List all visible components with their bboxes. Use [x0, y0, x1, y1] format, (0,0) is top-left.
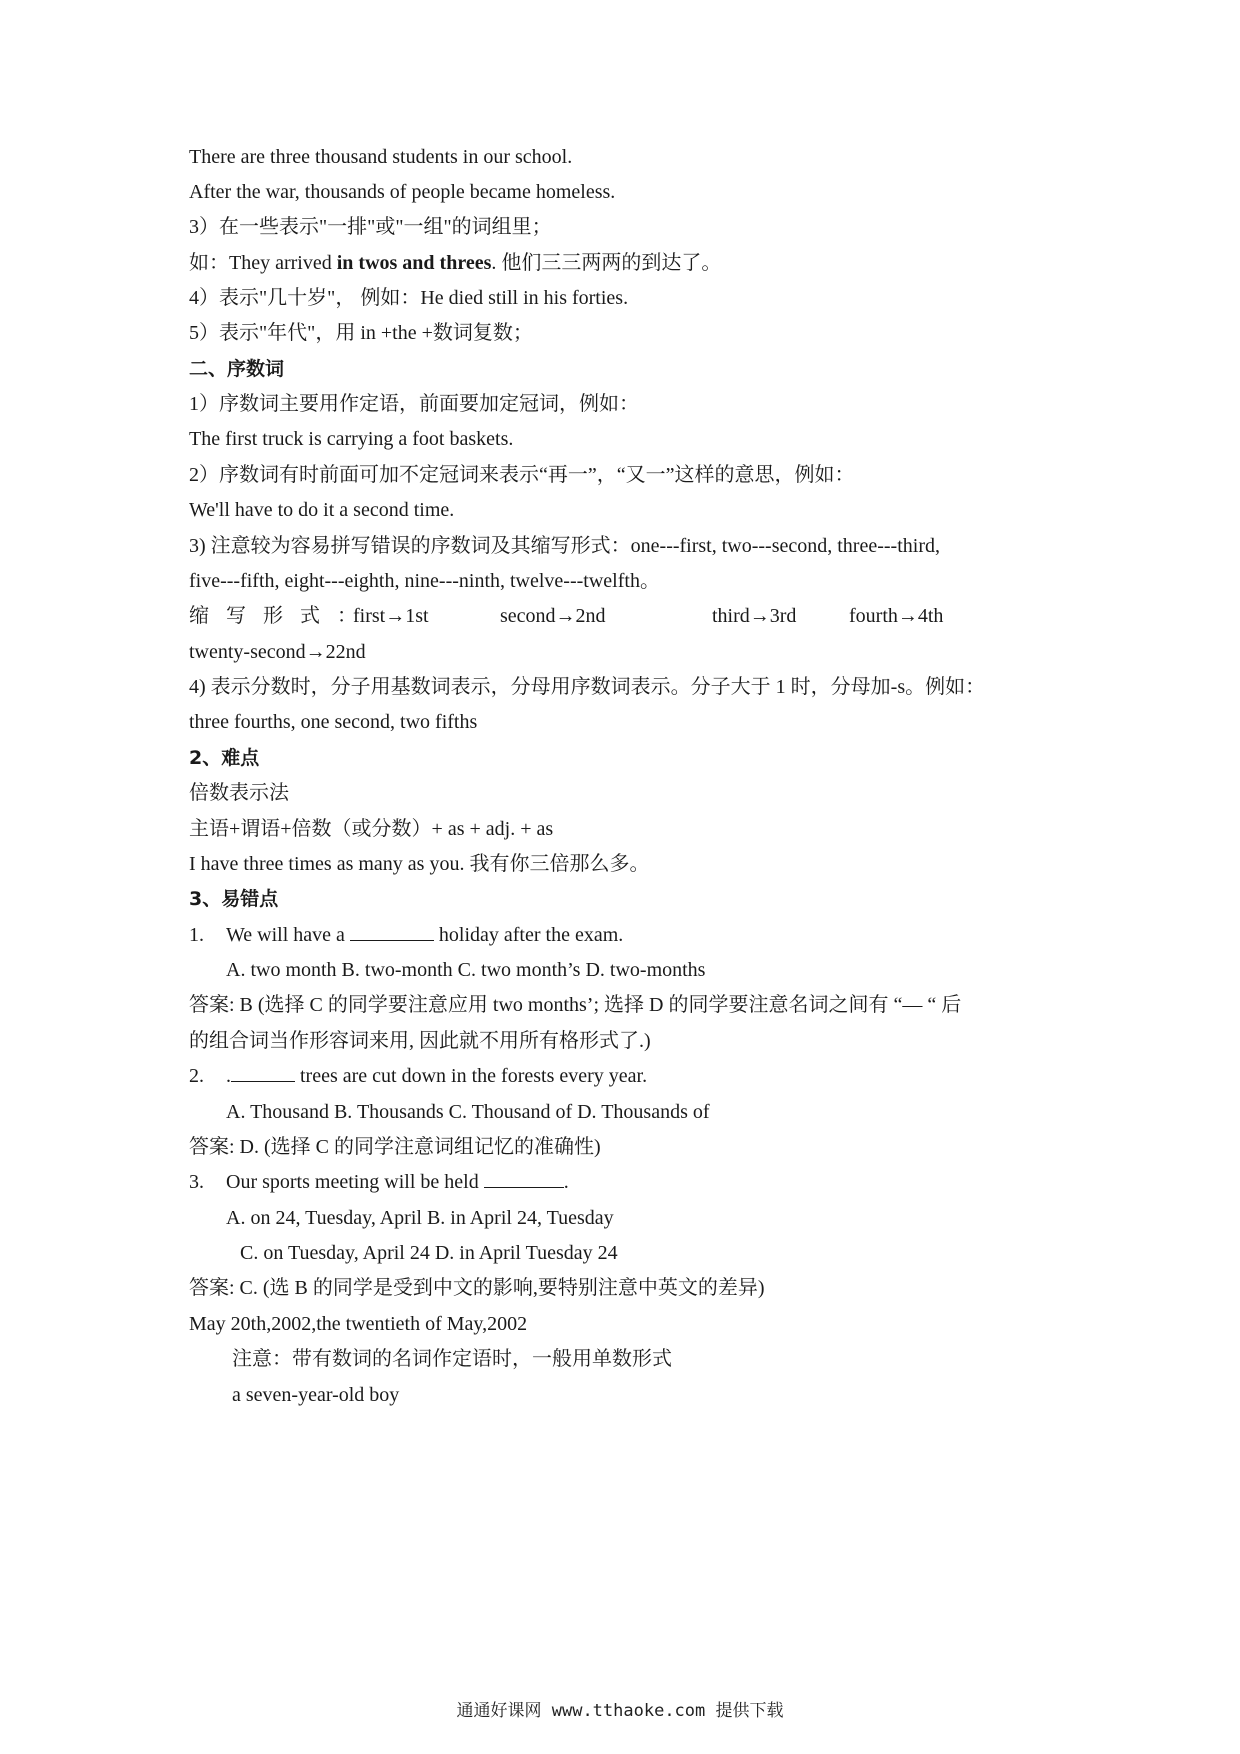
question-text: trees are cut down in the forests every year.: [295, 1065, 648, 1087]
text-line: May 20th,2002,the twentieth of May,2002: [189, 1313, 528, 1335]
question-options: A. two month B. two-month C. two month’s D. two-months: [226, 959, 706, 981]
question-text: We will have a: [226, 924, 350, 946]
text-line: 1）序数词主要用作定语，前面要加定冠词，例如：: [189, 393, 639, 415]
section-heading: 二、序数词: [189, 358, 285, 380]
text-line: 3）在一些表示"一排"或"一组"的词组里；: [189, 216, 552, 238]
question-text: Our sports meeting will be held: [226, 1171, 484, 1193]
abbreviation-row: [189, 603, 1059, 629]
text-line: 主语+谓语+倍数（或分数）+ as + adj. + as: [189, 818, 554, 840]
text-line: 5）表示"年代"，用 in +the +数词复数；: [189, 322, 533, 344]
question-text: holiday after the exam.: [433, 924, 624, 946]
answer-line: 答案: B (选择 C 的同学要注意应用 two months’; 选择 D 的同学要注意名词之间有 “— “ 后: [189, 994, 962, 1016]
question-number: 2.: [189, 1065, 204, 1087]
answer-blank: [484, 1169, 564, 1188]
question-options: A. on 24, Tuesday, April B. in April 24, Tuesday: [226, 1207, 614, 1229]
text-span: 如：They arrived: [189, 252, 337, 274]
question-1: [189, 922, 1059, 948]
section-heading: 2、难点: [189, 747, 260, 769]
abbr-item: second→2nd: [500, 605, 606, 627]
answer-blank: [231, 1063, 295, 1082]
text-line: I have three times as many as you. 我有你三倍那么多。: [189, 853, 650, 875]
question-options: A. Thousand B. Thousands C. Thousand of D. Thousands of: [226, 1101, 710, 1123]
question-text: .: [226, 1065, 231, 1087]
question-2: [189, 1063, 1059, 1089]
text-line: three fourths, one second, two fifths: [189, 711, 478, 733]
text-line: five---fifth, eight---eighth, nine---ninth, twelve---twelfth。: [189, 570, 660, 592]
note-line: 注意：带有数词的名词作定语时，一般用单数形式: [232, 1348, 672, 1370]
page-footer: 通通好课网 www.tthaoke.com 提供下载: [456, 1701, 784, 1721]
abbr-item: fourth→4th: [849, 605, 944, 627]
abbr-label: 缩 写 形 式 ：: [189, 605, 363, 627]
text-line: 4）表示"几十岁"， 例如：He died still in his forties.: [189, 287, 629, 309]
question-3: [189, 1169, 1059, 1195]
text-line: [189, 250, 1059, 276]
section-heading: 3、易错点: [189, 888, 279, 910]
text-line: There are three thousand students in our school.: [189, 146, 573, 168]
text-line: twenty-second→22nd: [189, 641, 366, 663]
question-options: C. on Tuesday, April 24 D. in April Tuesday 24: [240, 1242, 618, 1264]
bold-phrase: in twos and threes: [336, 252, 492, 274]
abbr-item: third→3rd: [712, 605, 797, 627]
question-number: 1.: [189, 924, 204, 946]
answer-line: 的组合词当作形容词来用, 因此就不用所有格形式了.): [189, 1030, 651, 1052]
text-line: After the war, thousands of people became homeless.: [189, 181, 616, 203]
text-line: The first truck is carrying a foot baskets.: [189, 428, 514, 450]
answer-blank: [350, 922, 434, 941]
text-span: . 他们三三两两的到达了。: [491, 252, 722, 274]
text-line: 3) 注意较为容易拼写错误的序数词及其缩写形式：one---first, two---second, three---third,: [189, 535, 940, 557]
question-text: .: [563, 1171, 569, 1193]
text-line: We'll have to do it a second time.: [189, 499, 455, 521]
answer-line: 答案: D. (选择 C 的同学注意词组记忆的准确性): [189, 1136, 601, 1158]
question-number: 3.: [189, 1171, 204, 1193]
text-line: 倍数表示法: [189, 782, 289, 804]
answer-line: 答案: C. (选 B 的同学是受到中文的影响,要特别注意中英文的差异): [189, 1277, 765, 1299]
text-line: a seven-year-old boy: [232, 1384, 400, 1406]
abbr-item: first→1st: [353, 605, 429, 627]
text-line: 2）序数词有时前面可加不定冠词来表示“再一”，“又一”这样的意思，例如：: [189, 464, 855, 486]
text-line: 4) 表示分数时，分子用基数词表示，分母用序数词表示。分子大于 1 时，分母加-s。例如：: [189, 676, 986, 698]
